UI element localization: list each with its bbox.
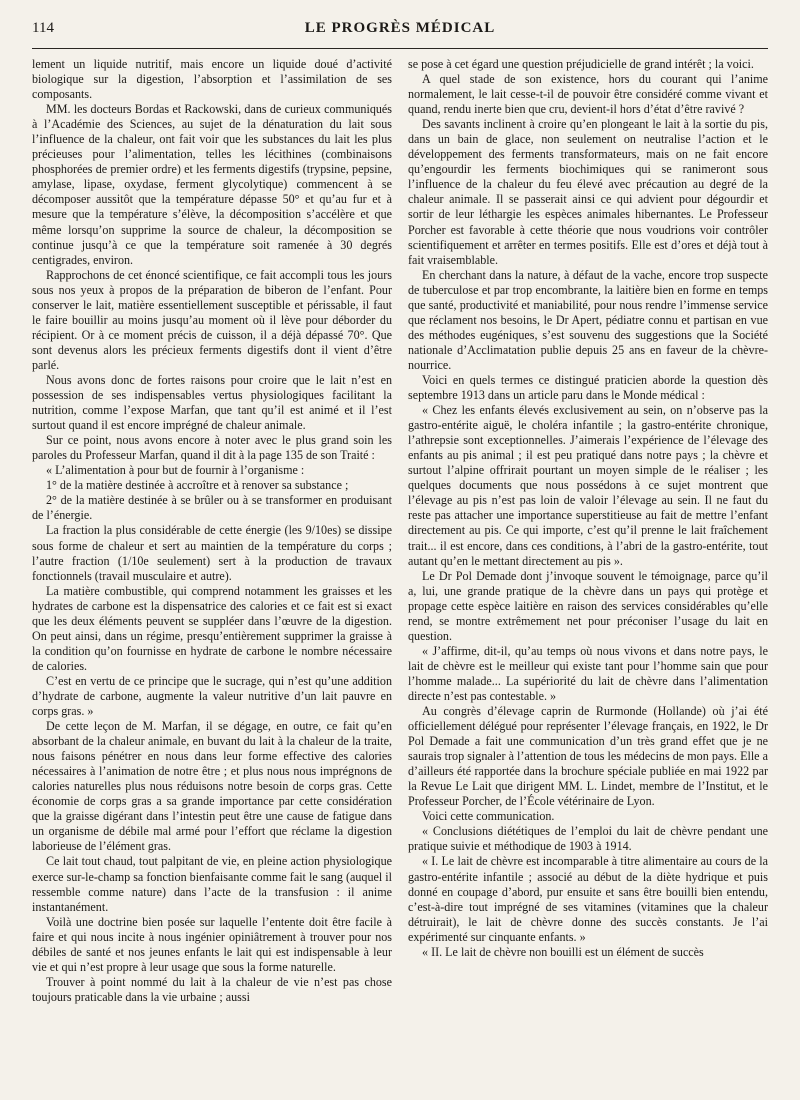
- paragraph: Nous avons donc de fortes raisons pour croire que le lait n’est en possession de ses indispensables vertus physiologiques facilitant la nutrition, comme l’expose Marfan, que tant qu’il est animé et il l’est surtout quand il est encore imprégné de chaleur animale.: [32, 372, 392, 433]
- running-header: [32, 20, 768, 42]
- paragraph: « I. Le lait de chèvre est incomparable à titre alimentaire au cours de la gastro-entérite infantile ; associé au début de la diète hydrique et puis donné en coupage d’abord, pur ensuite et sans être bouilli bien entendu, c’est-à-dire tout imprégné de ses vitamines (vitamines que la chaleur détruirait), le lait de chèvre donne des succès constants. Je l’ai expérimenté sur cinquante enfants. »: [408, 854, 768, 944]
- paragraph: Sur ce point, nous avons encore à noter avec le plus grand soin les paroles du Professeur Marfan, quand il dit à la page 135 de son Traité :: [32, 433, 392, 463]
- right-column: [408, 57, 768, 1005]
- paragraph: lement un liquide nutritif, mais encore un liquide doué d’activité biologique sur la digestion, l’absorption et l’assimilation de ses composants.: [32, 57, 392, 102]
- paragraph: Des savants inclinent à croire qu’en plongeant le lait à la sortie du pis, dans un bain de glace, non seulement on neutralise l’action et le développement des ferments transformateurs, mais on ne fait encore qu’engourdir les ferments biochimiques qui se ranimeront sous l’influence de la chaleur du feu élevé avec précaution au degré de la chaleur animale. Il se passerait ainsi ce qui advient pour dégourdir et sortir de leur léthargie les espèces animales hibernantes. Le Professeur Porcher est favorable à cette théorie que nous voudrions voir contrôler scientifiquement et arrêter en termes positifs. Elle est d’ores et déjà tout à fait vraisemblable.: [408, 117, 768, 267]
- paragraph: En cherchant dans la nature, à défaut de la vache, encore trop suspecte de tuberculose et par trop encombrante, la laitière bien en forme en temps que santé, productivité et maniabilité, pour nous rendre l’immense service que réclament nos besoins, le Dr Apert, pédiatre connu et partisan en vue des méthodes eugéniques, s’est souvenu des suggestions que la Société nationale d’Acclimatation publie depuis 25 ans en faveur de la chèvre-nourrice.: [408, 267, 768, 372]
- paragraph: « J’affirme, dit-il, qu’au temps où nous vivons et dans notre pays, le lait de chèvre est le meilleur qui existe tant pour l’homme sain que pour l’homme malade... La supériorité du lait de chèvre dans l’alimentation directe n’est pas contestable. »: [408, 643, 768, 703]
- paragraph: « Conclusions diététiques de l’emploi du lait de chèvre pendant une pratique suivie et méthodique de 1903 à 1914.: [408, 824, 768, 854]
- paragraph: La matière combustible, qui comprend notamment les graisses et les hydrates de carbone est la dispensatrice des calories et ce fait est si exact que les deux éléments peuvent se suppléer dans l’œuvre de la digestion. On peut ainsi, dans un régime, presqu’entièrement supprimer la graisse à la condition qu’on fournisse en hydrate de carbone le nombre nécessaire de calories.: [32, 583, 392, 673]
- header-rule: [32, 48, 768, 49]
- paragraph: MM. les docteurs Bordas et Rackowski, dans de curieux communiqués à l’Académie des Sciences, au sujet de la dénaturation du lait sous l’influence de la chaleur, ont fait voir que les substances du lait les plus précieuses pour l’alimentation, telles les lécithines (combinaisons phosphorées de premier ordre) et les ferments digestifs (trypsine, pepsine, amylase, lipase, oxydase, ferment glycolytique) commencent à se décomposer aussitôt que la température dépasse 50° et qu’au fur et à mesure que la température s’élève, la décomposition s’accélère et que même lorsqu’on supprime la source de chaleur, la décomposition se continue jusqu’à ce que la température soit ramenée à 30 degrés centigrades, environ.: [32, 102, 392, 267]
- page-number: 114: [32, 20, 54, 36]
- paragraph: Voici en quels termes ce distingué praticien aborde la question dès septembre 1913 dans un article paru dans le Monde médical :: [408, 372, 768, 403]
- paragraph: 2° de la matière destinée à se brûler ou à se transformer en produisant de l’énergie.: [32, 493, 392, 523]
- paragraph: C’est en vertu de ce principe que le sucrage, qui n’est qu’une addition d’hydrate de carbone, augmente la valeur nutritive d’un lait pauvre en corps gras. »: [32, 673, 392, 719]
- paragraph: Le Dr Pol Demade dont j’invoque souvent le témoignage, parce qu’il a, lui, une grande pratique de la chèvre dans un pays qui protège et propage cette espèce laitière en raison des services considérables qu’elle rend, se montre extrêmement net pour préconiser l’usage du lait en question.: [408, 568, 768, 643]
- paragraph: Ce lait tout chaud, tout palpitant de vie, en pleine action physiologique exerce sur-le-champ sa fonction bienfaisante comme fait le sang (auquel il ressemble comme nature) dans l’acte de la transfusion : il anime instantanément.: [32, 854, 392, 914]
- paragraph: se pose à cet égard une question préjudicielle de grand intérêt ; la voici.: [408, 57, 754, 71]
- paragraph: « II. Le lait de chèvre non bouilli est un élément de succès: [422, 944, 704, 959]
- paragraph: Voici cette communication.: [422, 809, 555, 824]
- paragraph: Trouver à point nommé du lait à la chaleur de vie n’est pas chose toujours praticable dans la vie urbaine ; aussi: [32, 974, 392, 1004]
- two-column-body: [32, 57, 768, 1005]
- paragraph: « Chez les enfants élevés exclusivement au sein, on n’observe pas la gastro-entérite aiguë, le choléra infantile ; la gastro-entérite chronique, l’athrepsie sont exceptionnelles. J’aimerais l’expérience de l’élevage des enfants au pis animal ; il est peu pratiqué dans notre pays ; la chèvre et surtout l’alpine offrirait pourtant un moyen simple de le réaliser ; les quelques documents que nous possédons à ce sujet montrent que l’élevage au pis n’est pas loin de valoir l’élevage au sein. Il ne faut du reste pas attacher une importance superstitieuse au fait de mettre l’enfant directement au pis. Ce qui importe, c’est qu’il prenne le lait fraîchement trait... il est encore, dans ces conditions, à l’abri de la gastro-entérite, tout autant qu’en le mettant directement au pis ».: [408, 403, 768, 568]
- paragraph: 1° de la matière destinée à accroître et à renover sa substance ;: [46, 478, 349, 493]
- paragraph: De cette leçon de M. Marfan, il se dégage, en outre, ce fait qu’en absorbant de la chaleur animale, en buvant du lait à la chaleur de la traite, nous faisons pénétrer en nous dans leur forme effective des calories nécessaires à l’animation de notre être ; et plus nous nous imprégnons de calories naturelles plus nous réduisons notre besoin de corps gras. Cette économie de corps gras a sa grande importance par cette considération que la graisse digérant dans l’intestin peut être une cause de fatigue dans un organisme de débile mal armé pour l’effort que réclame la digestion laborieuse de l’élément gras.: [32, 719, 392, 854]
- paragraph: Rapprochons de cet énoncé scientifique, ce fait accompli tous les jours sous nos yeux à propos de la préparation de biberon de l’enfant. Pour conserver le lait, matière essentiellement susceptible et périssable, il faut le faire bouillir au moins jusqu’au moment où il lève pour déborder du récipient. Or à ce moment précis de cuisson, il a déjà dépassé 70°. Que sont devenus alors les précieux ferments digestifs dont il vient d’être parlé.: [32, 267, 392, 372]
- paragraph: « L’alimentation à pour but de fournir à l’organisme :: [46, 463, 305, 478]
- paragraph: Au congrès d’élevage caprin de Rurmonde (Hollande) où j’ai été officiellement délégué pour représenter l’élevage français, en 1922, le Dr Pol Demade a fait une communication d’un très grand effet que je ne saurais trop signaler à l’attention de tous les médecins de mon pays. Elle a d’ailleurs été rapportée dans la brochure spéciale publiée en mai 1922 par la Revue Le Lait que dirigent MM. L. Lindet, membre de l’Institut, et le Professeur Porcher, de l’École vétérinaire de Lyon.: [408, 704, 768, 809]
- left-column: [32, 57, 392, 1005]
- journal-title: LE PROGRÈS MÉDICAL: [304, 20, 496, 36]
- paragraph: La fraction la plus considérable de cette énergie (les 9/10es) se dissipe sous forme de chaleur et sert au maintien de la température du corps ; l’autre fraction (1/10e seulement) sert à la production de travaux fonctionnels (travail musculaire et autre).: [32, 523, 392, 583]
- paragraph: Voilà une doctrine bien posée sur laquelle l’entente doit être facile à faire et qui nous incite à nous ingénier opiniâtrement à trouver pour nos débiles de santé et nos jeunes enfants le lait qui est indispensable à leur vie et qui n’est propre à leur usage que sous la forme naturelle.: [32, 914, 392, 974]
- paragraph: A quel stade de son existence, hors du courant qui l’anime normalement, le lait cesse-t-il de pouvoir être considéré comme vivant et quand, rendu inerte bien que cru, devient-il hors d’état d’être ravivé ?: [408, 72, 768, 117]
